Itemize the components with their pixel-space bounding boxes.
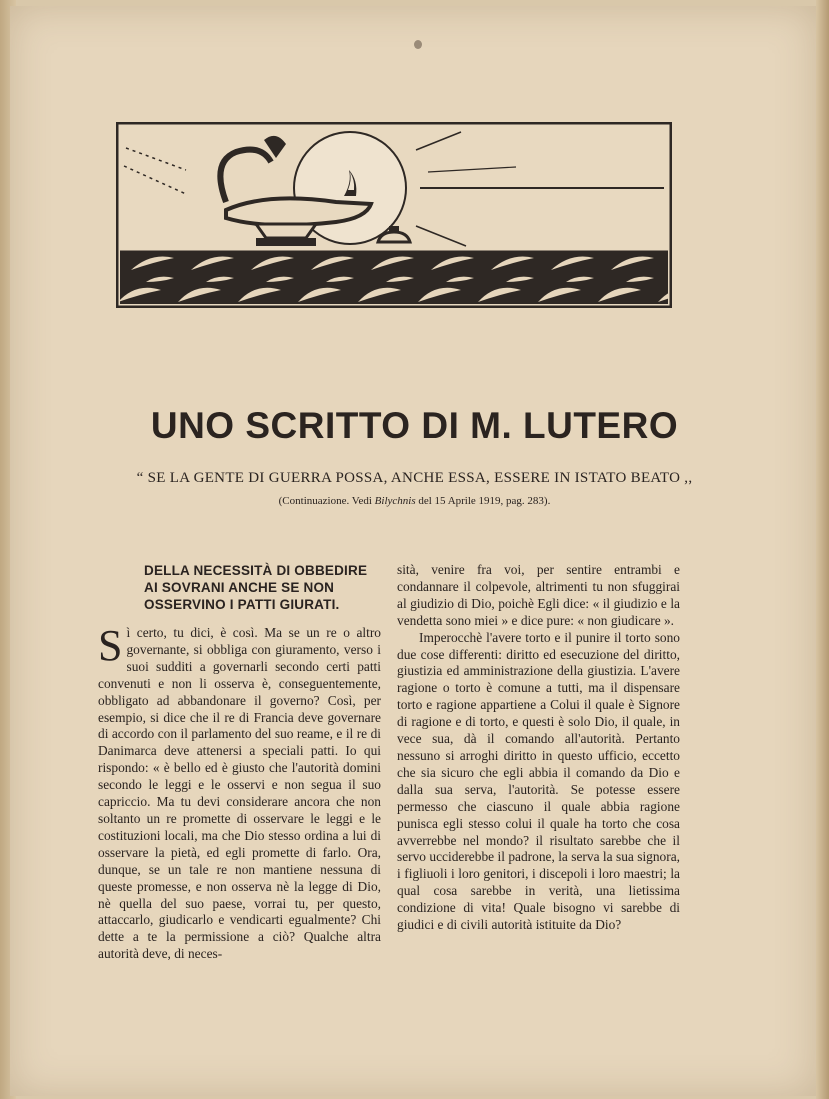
page-edge: [816, 0, 829, 1099]
paragraph: sità, venire fra voi, per sentire entrambi e condannare il colpevole, altrimenti tu non sfuggirai al giudizio di Dio, poichè Egli dice: « il giudizio e la vendetta sono miei » e dice pure: « non giudicare ».: [397, 562, 680, 628]
paragraph: Imperocchè l'avere torto e il punire il torto sono due cose differenti: diritto ed esecuzione del diritto, giustizia ed amministrazione della giustizia. L'avere ragione o torto è comune a tutti, ma il dispensare torto e ragione appartiene a Colui il quale è Signore di ragione e di torto, e questi è solo Dio, il quale, in vece sua, dà il comando all'autorità. Pertanto nessuno si arroghi diritto in questo ufficio, eccetto che sia sicuro che egli abbia il comando da Dio e dalla sua serva, l'autorità. Se potesse essere permesso che ciascuno il quale abbia ragione punisca egli stesso colui il quale ha torto che cosa avverrebbe nel mondo? il risultato sarebbe che il servo ucciderebbe il padrone, la serva la sua signora, i figliuoli i loro genitori, i discepoli i loro maestri; la qual cosa sarebbe in verità, una lietissima condizione di vita! Quale bisogno vi sarebbe di giudici e di civili autorità istituite da Dio?: [397, 629, 680, 933]
section-heading: DELLA NECESSITÀ DI OBBEDIRE AI SOVRANI ANCHE SE NON OSSERVINO I PATTI GIURATI.: [144, 563, 368, 612]
article-title: UNO SCRITTO DI M. LUTERO: [150, 405, 679, 446]
binding-hole: [414, 40, 422, 49]
note-suffix: del 15 Aprile 1919, pag. 283).: [415, 495, 551, 507]
oil-lamp-vignette-icon: [116, 122, 672, 308]
continuation-note: [0, 495, 829, 507]
paragraph: [98, 621, 381, 963]
note-journal: Bilychnis: [374, 495, 416, 507]
paragraph-text: ì certo, tu dici, è così. Ma se un re o altro governante, si obbliga con giuramento, verso i suoi sudditi a governarli secondo certi patti convenuti e non li osserva è, conseguentemente, obbligato ad abbandonare il governo? Così, per esempio, si dice che il re di Francia deve governare di accordo con il parlamento del suo reame, e il re di Danimarca deve attenersi a speciali patti. Io qui rispondo: « è bello ed è giusto che l'autorità domini secondo le leggi e le osservi e non segua il suo capriccio. Ma tu devi considerare ancora che non soltanto un re promette di osservare le leggi e le costituzioni locali, ma che Dio stesso ordina a lui di osservare la pietà, ed egli promette di farlo. Ora, dunque, se un tale re non mantiene nessuna di queste promesse, e non osserva nè la legge di Dio, nè quella del suo paese, vorrai tu, per questo, attaccarlo, giudicarlo e vendicarti egualmente? Chi dette a te la permissione a ciò? Qualche altra autorità deve, di neces-: [98, 625, 381, 962]
text-column-left: [98, 562, 381, 963]
text-column-right: [397, 562, 680, 934]
note-prefix: (Continuazione. Vedi: [278, 495, 375, 507]
drop-cap: S: [98, 621, 123, 670]
article-subtitle: “ SE LA GENTE DI GUERRA POSSA, ANCHE ESSA, ESSERE IN ISTATO BEATO ,,: [136, 470, 693, 486]
